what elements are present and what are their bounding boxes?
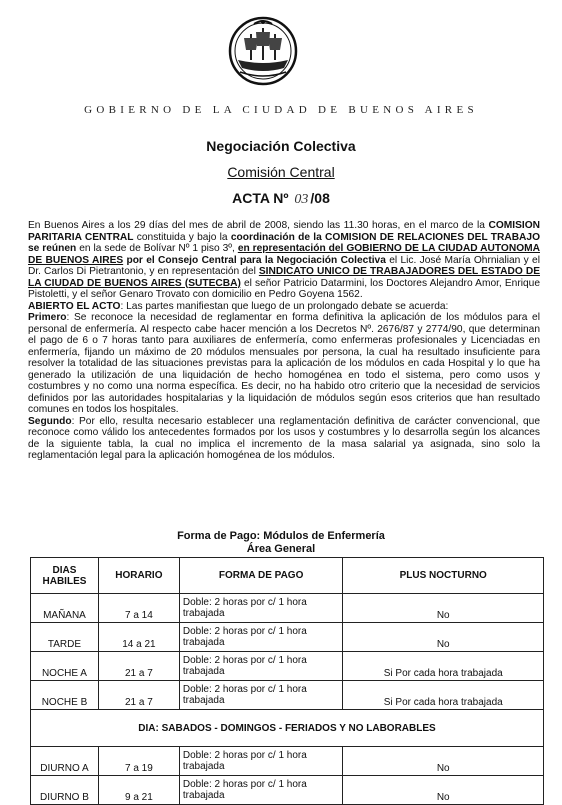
table-row <box>31 623 544 652</box>
cell-horario: 21 a 7 <box>98 652 179 681</box>
text-bold: por el Consejo Central para la Negociación Colectiva <box>123 254 386 266</box>
cell-forma: Doble: 2 horas por c/ 1 hora trabajada <box>179 747 343 776</box>
text-bold-underlined: SINDICATO UNICO DE TRABAJADORES DEL ESTADO DE LA CIUDAD DE BUENOS AIRES (SUTECBA) <box>28 266 540 289</box>
table-title: Forma de Pago: Módulos de Enfermería <box>177 530 385 542</box>
acta-number <box>0 190 562 208</box>
document-subtitle: Comisión Central <box>227 164 335 180</box>
cell-dia: DIURNO A <box>31 747 99 776</box>
text: En Buenos Aires a los 29 días del mes de abril de 2008, siendo las 11.30 horas, en el marco de la <box>28 220 489 231</box>
cell-dia: TARDE <box>31 623 99 652</box>
text: : Se reconoce la necesidad de reglamentar en forma definitiva la aplicación de los módulos para el personal de enfermería. Al respecto cabe hacer mención a los Decretos Nº. 2676/87 y 2774/90, que determinan el pago de 6 o 7 horas tanto para auxiliares de enfermería, como enfermeras profesionales y Licenciadas en enfermería, fijando un máximo de 20 módulos mensuales por persona, la cual ha resultado insuficiente para resolver la totalidad de las situaciones previstas para la aplicación de los módulos en cada Hospital y lo que ha generado la utilización de una liquidación de hecho homogénea en todo el sistema, pero como usos y costumbres y no como una norma específica. Es decir, no ha habido otro criterio que la necesidad de servicios definidos por las autoridades hospitalarias y la liquidación de módulos según esos criterios que han resultado comunes en todos los hospitales. <box>28 312 540 415</box>
table-row <box>31 681 544 710</box>
cell-plus: No <box>343 594 544 623</box>
text-bold-underlined: en representación del GOBIERNO DE LA CIUDAD AUTONOMA DE BUENOS AIRES <box>28 243 540 266</box>
cell-horario: 7 a 19 <box>98 747 179 776</box>
cell-plus: No <box>343 776 544 805</box>
cell-forma: Doble: 2 horas por c/ 1 hora trabajada <box>179 776 343 805</box>
text: el señor Patricio Datarmini, los Doctores Alejandro Amor, Enrique Pistoletti, y el señor Genaro Trovato con domicilio en Pedro Goyena 1562. <box>28 277 540 300</box>
table-row <box>31 776 544 805</box>
cell-plus: No <box>343 747 544 776</box>
text-bold: ABIERTO EL ACTO <box>28 300 121 312</box>
table-header-row <box>31 558 544 594</box>
cell-forma: Doble: 2 horas por c/ 1 hora trabajada <box>179 681 343 710</box>
text: : Por ello, resulta necesario establecer una reglamentación definitiva de carácter convencional, que reconoce como válido los antecedentes formados por los usos y costumbres y lo desarrolla según los alcances de la siguiente tabla, la cual no implica el incremento de la masa salarial ya asignada, sino solo la reglamentación legal para la aplicación homogénea de los módulos. <box>28 415 540 461</box>
col-plus: PLUS NOCTURNO <box>343 558 544 594</box>
document-body <box>28 220 540 462</box>
text-bold: Primero <box>28 312 67 323</box>
section-heading: DIA: SABADOS - DOMINGOS - FERIADOS Y NO LABORABLES <box>31 710 544 747</box>
cell-forma: Doble: 2 horas por c/ 1 hora trabajada <box>179 623 343 652</box>
paragraph-segundo <box>28 416 540 462</box>
cell-dia: NOCHE A <box>31 652 99 681</box>
cell-plus: Si Por cada hora trabajada <box>343 652 544 681</box>
text: el Lic. José María Ohrnialian y el Dr. Carlos Di Pietrantonio, y en representación del <box>28 254 540 277</box>
paragraph-primero <box>28 312 540 416</box>
cell-dia: MAÑANA <box>31 594 99 623</box>
document-title: Negociación Colectiva <box>206 138 356 154</box>
cell-dia: NOCHE B <box>31 681 99 710</box>
text-bold: coordinación de la COMISION DE RELACIONES DEL TRABAJO se reúnen <box>28 231 541 254</box>
table-row <box>31 747 544 776</box>
col-dias: DIAS HABILES <box>31 558 99 594</box>
cell-forma: Doble: 2 horas por c/ 1 hora trabajada <box>179 594 343 623</box>
cell-horario: 14 a 21 <box>98 623 179 652</box>
cell-plus: No <box>343 623 544 652</box>
col-forma: FORMA DE PAGO <box>179 558 343 594</box>
col-horario: HORARIO <box>98 558 179 594</box>
table-section-row <box>31 710 544 747</box>
table-row <box>31 652 544 681</box>
text-bold: Segundo <box>28 415 72 427</box>
acta-suffix: /08 <box>310 190 330 206</box>
cell-horario: 7 a 14 <box>98 594 179 623</box>
paragraph-abierto <box>28 301 540 313</box>
cell-horario: 21 a 7 <box>98 681 179 710</box>
cell-dia: DIURNO B <box>31 776 99 805</box>
cell-forma: Doble: 2 horas por c/ 1 hora trabajada <box>179 652 343 681</box>
government-name: GOBIERNO DE LA CIUDAD DE BUENOS AIRES <box>84 104 478 116</box>
buenos-aires-seal-icon <box>228 16 298 86</box>
text: : Las partes manifiestan que luego de un prolongado debate se acuerda: <box>120 300 449 312</box>
acta-prefix: ACTA Nº <box>232 190 289 206</box>
text: en la sede de Bolívar Nº 1 piso 3º, <box>76 243 238 254</box>
acta-handwritten-number: 03 <box>294 192 309 207</box>
paragraph-intro <box>28 220 540 301</box>
cell-horario: 9 a 21 <box>98 776 179 805</box>
text: constituida y bajo la <box>133 231 231 243</box>
cell-plus: Si Por cada hora trabajada <box>343 681 544 710</box>
payment-table <box>30 557 544 805</box>
table-subtitle: Área General <box>246 543 316 555</box>
table-row <box>31 594 544 623</box>
text-bold: COMISION PARITARIA CENTRAL <box>28 220 540 243</box>
